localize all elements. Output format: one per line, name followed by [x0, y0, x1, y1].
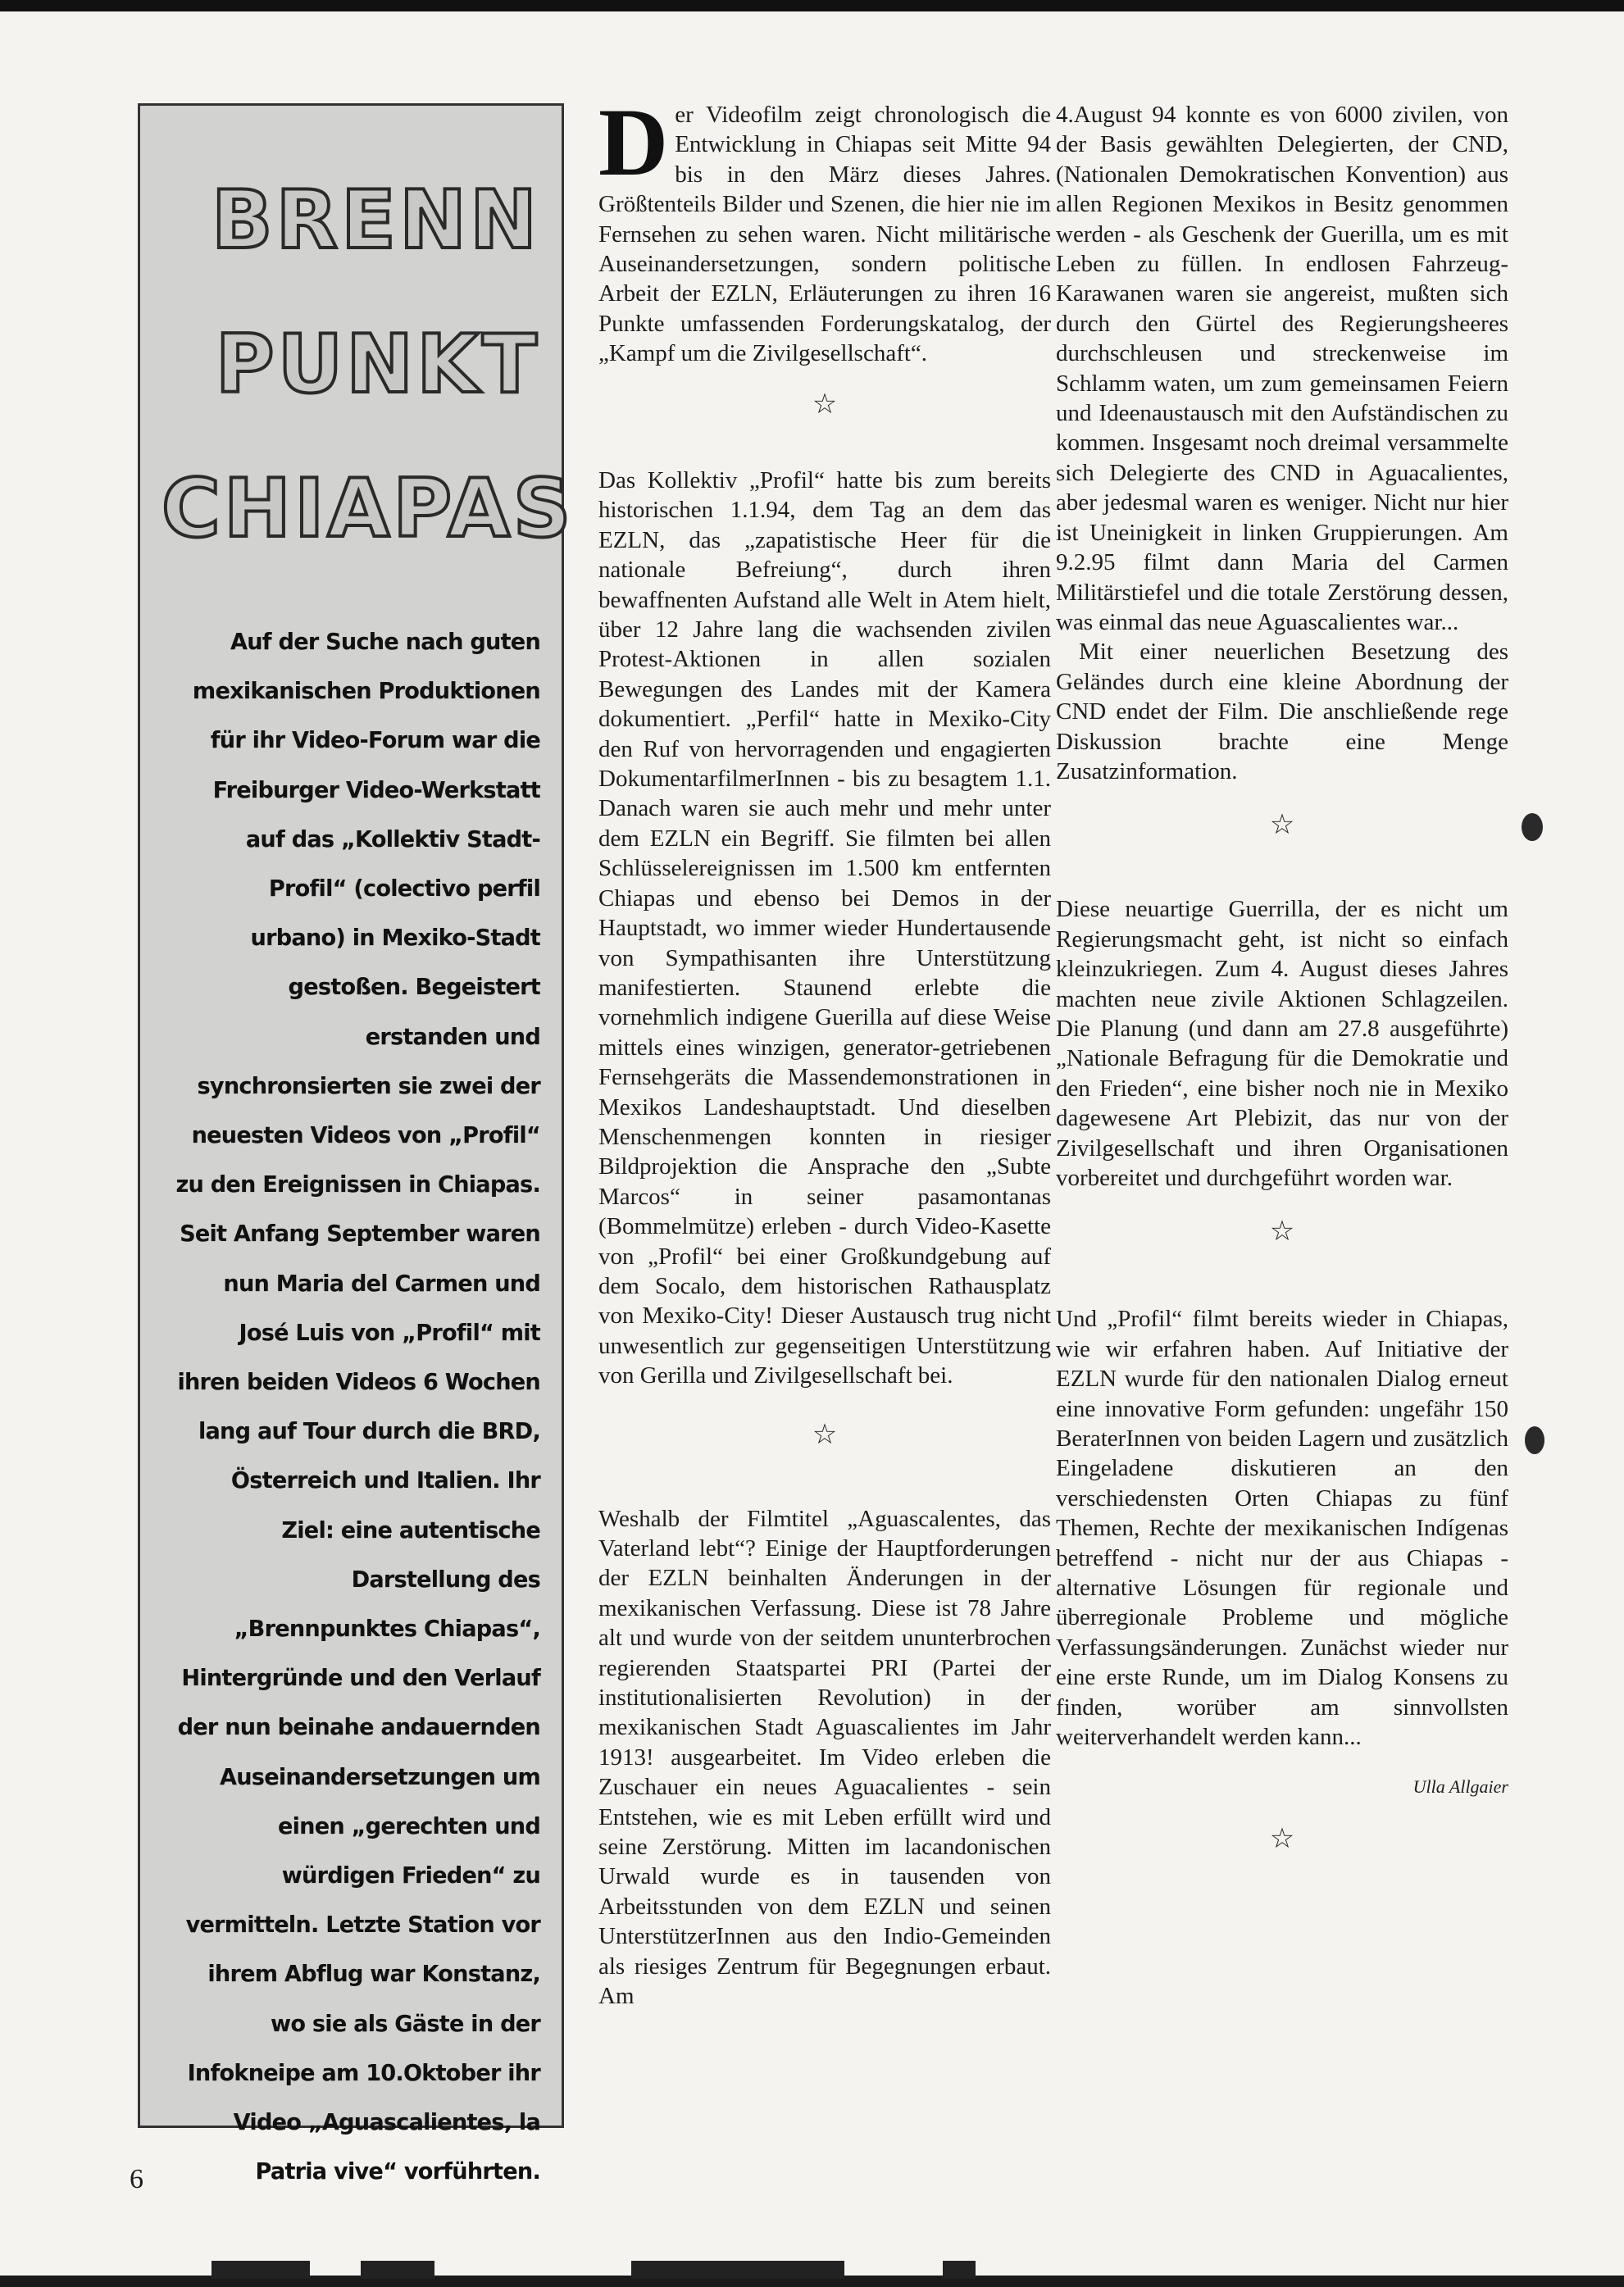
article-paragraph-1 — [598, 89, 1051, 371]
star-icon: ☆ — [812, 1419, 838, 1450]
bottom-edge-mark — [212, 2261, 310, 2279]
article-paragraph-2: Das Kollektiv „Profil“ hatte bis zum bereits historischen 1.1.94, dem Tag an dem das EZLN, das „zapatistische Heer für die nationale Befreiung“, durch ihren bewaffnenten Aufstand alle Welt in Atem hielt, über 12 Jahre lang die wachsenden zivilen Protest-Aktionen in allen sozialen Bewegungen des Landes mit der Kamera dokumentiert. „Perfil“ hatte in Mexiko-City den Ruf von hervorragenden und engagierten DokumentarfilmerInnen - bis zu besagtem 1.1. Danach waren sie auch mehr und mehr unter dem EZLN ein Begriff. Sie filmten bei allen Schlüsselereignissen im 1.500 km entfernten Chiapas und ebenso bei Demos in der Hauptstadt, wo immer wieder Hundertausende von Sympathisanten ihre Unterstützung manifestierten. Staunend erlebte die vornehmlich indigene Guerilla auf diese Weise mittels eines winzigen, generator-getriebenen Fernsehgeräts die Massendemonstrationen in Mexikos Landeshauptstadt. Und dieselben Menschenmengen konnten in riesiger Bildprojektion die Ansprache den „Subte Marcos“ in seiner pasamontanas (Bommelmütze) erleben - durch Video-Kasette von „Profil“ bei einer Großkundgebung auf dem Socalo, dem historischen Rathausplatz von Mexiko-City! Dieser Austausch trug nicht unwesentlich zur gegenseitigen Unterstützung von Gerilla und Zivilgesellschaft bei. — [598, 467, 1051, 1389]
bottom-edge-mark — [631, 2261, 844, 2279]
article-paragraph-6: Diese neuartige Guerrilla, der es nicht um Regierungsmacht geht, ist nicht so einfach kleinzukriegen. Zum 4. August dieses Jahres machten neue zivile Aktionen Schlagzeilen. Die Planung (und dann am 27.8 ausgeführte) „Nationale Befragung für die Demokratie und den Frieden“, eine bisher noch nie in Mexiko dagewesene Art Plebizit, das nur von der Zivilgesellschaft und ihren Organisationen vorbereitet und durchgeführt worden war. — [1056, 896, 1508, 1191]
headline-line-3: CHIAPAS — [161, 462, 575, 556]
drop-cap: D — [598, 89, 669, 196]
headline-line-1: BRENN — [211, 174, 540, 267]
star-icon: ☆ — [1269, 1823, 1295, 1854]
article-column-1 — [598, 89, 1051, 2012]
sidebar-box — [138, 103, 575, 2185]
star-icon: ☆ — [1269, 810, 1295, 841]
bottom-edge-mark — [943, 2261, 976, 2279]
top-border — [0, 0, 1624, 11]
page-number: 6 — [130, 2164, 143, 2194]
star-separator — [1056, 811, 1508, 840]
star-icon: ☆ — [812, 389, 838, 420]
article-paragraph-1-text: er Videofilm zeigt chronologisch die Entwicklung in Chiapas seit Mitte 94 bis in den März dieses Jahres. Größtenteils Bilder und Szenen, die hier nie im Fernsehen zu sehen waren. Nicht militärische Auseinandersetzungen, sondern politische Arbeit der EZLN, Erläuterungen zu ihren 16 Punkte umfassenden Forderungskatalog, der „Kampf um die Zivilgesellschaft“. — [598, 102, 1051, 367]
article-paragraph-3: Weshalb der Filmtitel „Aguascalentes, das Vaterland lebt“? Einige der Hauptforderungen der EZLN beinhalten Änderungen in der mexikanischen Verfassung. Diese ist 78 Jahre alt und wurde von der seitdem ununterbrochen regierenden Staatspartei PRI (Partei der institutionalisierten Revolution) in der mexikanischen Stadt Aguascalientes im Jahr 1913! ausgearbeitet. Im Video erleben die Zuschauer ein neues Aguacalientes - sein Entstehen, wie es mit Leben erfüllt wird und seine Zerstörung. Mitten im lacandonischen Urwald wurde es in tausenden von Arbeitsstunden von dem EZLN und seinen UnterstützerInnen aus den Indio-Gemeinden als riesiges Zentrum für Begegnungen erbaut. Am — [598, 1505, 1051, 2010]
article-paragraph-5: Mit einer neuerlichen Besetzung des Geländes durch eine kleine Abordnung der CND endet der Film. Die anschließende rege Diskussion brachte eine Menge Zusatzinformation. — [1056, 639, 1508, 784]
article-paragraph-4: 4.August 94 konnte es von 6000 zivilen, von der Basis gewählten Delegierten, der CND, (Nationalen Demokratischen Konvention) aus allen Regionen Mexikos in Besitz genommen werden - als Geschenk der Guerilla, um es mit Leben zu füllen. In endlosen Fahrzeug-Karawanen waren sie angereist, mußten sich durch den Gürtel des Regierungsheeres durchschleusen und streckenweise im Schlamm waten, um zum gemeinsamen Feiern und Ideenaustausch mit den Aufständischen zu kommen. Insgesamt noch dreimal versammelte sich Delegierte des CND in Aguacalientes, aber jedesmal waren es weniger. Nicht nur hier ist Uneinigkeit in linken Gruppierungen. Am 9.2.95 filmt dann Maria del Carmen Militärstiefel und die totale Zerstörung dessen, was einmal das neue Aguascalientes war... — [1056, 102, 1508, 635]
headline-line-2: PUNKT — [215, 318, 540, 411]
star-separator — [598, 1421, 1051, 1450]
star-separator — [598, 390, 1051, 420]
punch-hole-mark — [1525, 1426, 1544, 1454]
star-separator — [1056, 1217, 1508, 1247]
bottom-edge-mark — [361, 2261, 434, 2279]
teaser-text: Auf der Suche nach guten mexikanischen Produktionen für ihr Video-Forum war die Freiburger Video-Werkstatt auf das „Kollektiv Stadt-Profil“ (colectivo perfil urbano) in Mexiko-Stadt gestoßen. Begeistert erstanden und synchronsierten sie zwei der neuesten Videos von „Profil“ zu den Ereignissen in Chiapas. Seit Anfang September waren nun Maria del Carmen und José Luis von „Profil“ mit ihren beiden Videos 6 Wochen lang auf Tour durch die BRD, Österreich und Italien. Ihr Ziel: eine autentische Darstellung des „Brennpunktes Chiapas“, Hintergründe und den Verlauf der nun beinahe andauernden Auseinandersetzungen um einen „gerechten und würdigen Frieden“ zu vermitteln. Letzte Station vor ihrem Abflug war Konstanz, wo sie als Gäste in der Infokneipe am 10.Oktober ihr Video „Aguascalientes, la Patria vive“ vorführten. — [175, 628, 541, 2185]
star-separator — [1056, 1825, 1508, 1854]
punch-hole-mark — [1522, 813, 1543, 841]
article-paragraph-7: Und „Profil“ filmt bereits wieder in Chiapas, wie wir erfahren haben. Auf Initiative der EZLN wurde für den nationalen Dialog erneut eine innovative Form gefunden: ungefähr 150 BeraterInnen von beiden Lagern und zusätzlich Eingeladene diskutieren an den verschiedensten Orten Chiapas zu fünf Themen, Rechte der mexikanischen Indígenas betreffend - nicht nur der aus Chiapas - alternative Lösungen für regionale und überregionale Probleme und mögliche Verfassungsänderungen. Zunächst wieder nur eine erste Runde, um im Dialog Konsens zu finden, worüber am sinnvollsten weiterverhandelt werden kann... — [1056, 1306, 1508, 1751]
article-column-2 — [1056, 100, 1508, 1854]
headline — [161, 148, 575, 581]
star-icon: ☆ — [1269, 1216, 1295, 1248]
author-signature: Ulla Allgaier — [1412, 1775, 1508, 1797]
